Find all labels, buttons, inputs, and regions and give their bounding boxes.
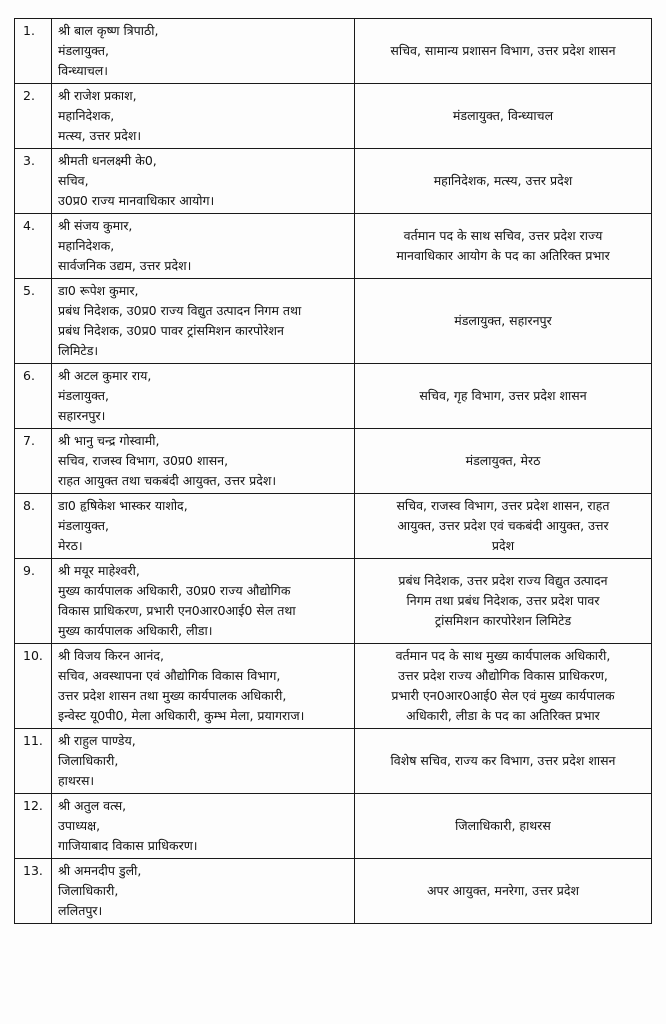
new-posting — [355, 559, 652, 644]
new-posting — [355, 494, 652, 559]
current-post-line: महानिदेशक, — [58, 238, 115, 253]
current-post-line: श्री संजय कुमार, — [58, 218, 133, 233]
new-posting — [355, 794, 652, 859]
new-posting-line: आयुक्त, उत्तर प्रदेश एवं चकबंदी आयुक्त, उत्तर — [397, 518, 609, 533]
current-post-line: इन्वेस्ट यू0पी0, मेला अधिकारी, कुम्भ मेला, प्रयागराज। — [58, 708, 305, 723]
current-post-line: प्रबंध निदेशक, उ0प्र0 राज्य विद्युत उत्पादन निगम तथा — [58, 303, 302, 318]
current-post-line: सचिव, — [58, 173, 89, 188]
serial-number: 1. — [15, 19, 52, 84]
current-post-line: श्रीमती धनलक्ष्मी के0, — [58, 153, 157, 168]
current-post-line: विन्ध्याचल। — [58, 63, 108, 78]
current-post-line: श्री मयूर माहेश्वरी, — [58, 563, 140, 578]
current-post-line: सार्वजनिक उद्यम, उत्तर प्रदेश। — [58, 258, 192, 273]
serial-number: 5. — [15, 279, 52, 364]
serial-number: 7. — [15, 429, 52, 494]
officer-current-post — [52, 859, 355, 924]
new-posting-line: वर्तमान पद के साथ सचिव, उत्तर प्रदेश राज्य — [403, 228, 603, 243]
new-posting-line: अधिकारी, लीडा के पद का अतिरिक्त प्रभार — [406, 708, 600, 723]
table-row — [15, 149, 652, 214]
table-row — [15, 364, 652, 429]
new-posting — [355, 279, 652, 364]
table-row — [15, 794, 652, 859]
table-row — [15, 859, 652, 924]
current-post-line: श्री अतुल वत्स, — [58, 798, 127, 813]
new-posting-line: महानिदेशक, मत्स्य, उत्तर प्रदेश — [433, 173, 573, 188]
current-post-line: महानिदेशक, — [58, 108, 115, 123]
officer-current-post — [52, 429, 355, 494]
current-post-line: श्री अटल कुमार राय, — [58, 368, 152, 383]
officer-current-post — [52, 279, 355, 364]
current-post-line: श्री भानु चन्द्र गोस्वामी, — [58, 433, 160, 448]
serial-number: 11. — [15, 729, 52, 794]
new-posting-line: मानवाधिकार आयोग के पद का अतिरिक्त प्रभार — [396, 248, 610, 263]
new-posting-line: निगम तथा प्रबंध निदेशक, उत्तर प्रदेश पावर — [406, 593, 600, 608]
current-post-line: जिलाधिकारी, — [58, 883, 119, 898]
new-posting-line: सचिव, सामान्य प्रशासन विभाग, उत्तर प्रदेश शासन — [390, 43, 616, 58]
serial-number: 3. — [15, 149, 52, 214]
new-posting-line: जिलाधिकारी, हाथरस — [455, 818, 551, 833]
current-post-line: मंडलायुक्त, — [58, 518, 109, 533]
current-post-line: मत्स्य, उत्तर प्रदेश। — [58, 128, 142, 143]
serial-number: 13. — [15, 859, 52, 924]
new-posting-line: उत्तर प्रदेश राज्य औद्योगिक विकास प्राधिकरण, — [398, 668, 608, 683]
current-post-line: श्री राजेश प्रकाश, — [58, 88, 137, 103]
new-posting — [355, 859, 652, 924]
current-post-line: गाजियाबाद विकास प्राधिकरण। — [58, 838, 198, 853]
new-posting — [355, 429, 652, 494]
officer-current-post — [52, 729, 355, 794]
current-post-line: मंडलायुक्त, — [58, 388, 109, 403]
new-posting-line: ट्रांसमिशन कारपोरेशन लिमिटेड — [434, 613, 572, 628]
current-post-line: श्री अमनदीप डुली, — [58, 863, 142, 878]
current-post-line: सचिव, राजस्व विभाग, उ0प्र0 शासन, — [58, 453, 229, 468]
serial-number: 10. — [15, 644, 52, 729]
serial-number: 4. — [15, 214, 52, 279]
current-post-line: उपाध्यक्ष, — [58, 818, 101, 833]
officer-current-post — [52, 214, 355, 279]
serial-number: 9. — [15, 559, 52, 644]
new-posting-line: प्रबंध निदेशक, उत्तर प्रदेश राज्य विद्युत उत्पादन — [398, 573, 608, 588]
new-posting — [355, 729, 652, 794]
current-post-line: विकास प्राधिकरण, प्रभारी एन0आर0आई0 सेल तथा — [58, 603, 296, 618]
table-row — [15, 494, 652, 559]
serial-number: 8. — [15, 494, 52, 559]
current-post-line: मेरठ। — [58, 538, 83, 553]
officer-current-post — [52, 644, 355, 729]
current-post-line: सचिव, अवस्थापना एवं औद्योगिक विकास विभाग, — [58, 668, 281, 683]
officer-current-post — [52, 794, 355, 859]
new-posting — [355, 644, 652, 729]
current-post-line: श्री बाल कृष्ण त्रिपाठी, — [58, 23, 159, 38]
table-row — [15, 279, 652, 364]
current-post-line: राहत आयुक्त तथा चकबंदी आयुक्त, उत्तर प्रदेश। — [58, 473, 277, 488]
new-posting — [355, 84, 652, 149]
new-posting-line: सचिव, राजस्व विभाग, उत्तर प्रदेश शासन, राहत — [396, 498, 610, 513]
new-posting-line: सचिव, गृह विभाग, उत्तर प्रदेश शासन — [419, 388, 587, 403]
table-row — [15, 84, 652, 149]
table-row — [15, 559, 652, 644]
officer-current-post — [52, 149, 355, 214]
current-post-line: लिमिटेड। — [58, 343, 99, 358]
current-post-line: सहारनपुर। — [58, 408, 106, 423]
current-post-line: ललितपुर। — [58, 903, 103, 918]
table-row — [15, 644, 652, 729]
serial-number: 6. — [15, 364, 52, 429]
table-row — [15, 429, 652, 494]
serial-number: 12. — [15, 794, 52, 859]
serial-number: 2. — [15, 84, 52, 149]
transfer-table — [14, 18, 652, 924]
new-posting-line: मंडलायुक्त, सहारनपुर — [454, 313, 552, 328]
table-body — [15, 19, 652, 924]
current-post-line: जिलाधिकारी, — [58, 753, 119, 768]
officer-current-post — [52, 84, 355, 149]
current-post-line: मुख्य कार्यपालक अधिकारी, लीडा। — [58, 623, 213, 638]
current-post-line: श्री विजय किरन आनंद, — [58, 648, 164, 663]
new-posting — [355, 364, 652, 429]
new-posting-line: वर्तमान पद के साथ मुख्य कार्यपालक अधिकारी, — [395, 648, 611, 663]
new-posting-line: मंडलायुक्त, मेरठ — [465, 453, 541, 468]
current-post-line: हाथरस। — [58, 773, 95, 788]
new-posting-line: प्रभारी एन0आर0आई0 सेल एवं मुख्य कार्यपालक — [391, 688, 615, 703]
new-posting-line: प्रदेश — [491, 538, 515, 553]
current-post-line: मंडलायुक्त, — [58, 43, 109, 58]
officer-current-post — [52, 364, 355, 429]
new-posting — [355, 214, 652, 279]
officer-current-post — [52, 494, 355, 559]
new-posting — [355, 19, 652, 84]
new-posting-line: अपर आयुक्त, मनरेगा, उत्तर प्रदेश — [426, 883, 580, 898]
current-post-line: डा0 हृषिकेश भास्कर याशोद, — [58, 498, 188, 513]
officer-current-post — [52, 559, 355, 644]
new-posting — [355, 149, 652, 214]
table-row — [15, 729, 652, 794]
new-posting-line: मंडलायुक्त, विन्ध्याचल — [452, 108, 554, 123]
new-posting-line: विशेष सचिव, राज्य कर विभाग, उत्तर प्रदेश शासन — [390, 753, 616, 768]
table-row — [15, 19, 652, 84]
table-row — [15, 214, 652, 279]
current-post-line: डा0 रूपेश कुमार, — [58, 283, 139, 298]
current-post-line: मुख्य कार्यपालक अधिकारी, उ0प्र0 राज्य औद्योगिक — [58, 583, 291, 598]
current-post-line: उत्तर प्रदेश शासन तथा मुख्य कार्यपालक अधिकारी, — [58, 688, 287, 703]
current-post-line: प्रबंध निदेशक, उ0प्र0 पावर ट्रांसमिशन कारपोरेशन — [58, 323, 284, 338]
current-post-line: उ0प्र0 राज्य मानवाधिकार आयोग। — [58, 193, 215, 208]
current-post-line: श्री राहुल पाण्डेय, — [58, 733, 136, 748]
officer-current-post — [52, 19, 355, 84]
